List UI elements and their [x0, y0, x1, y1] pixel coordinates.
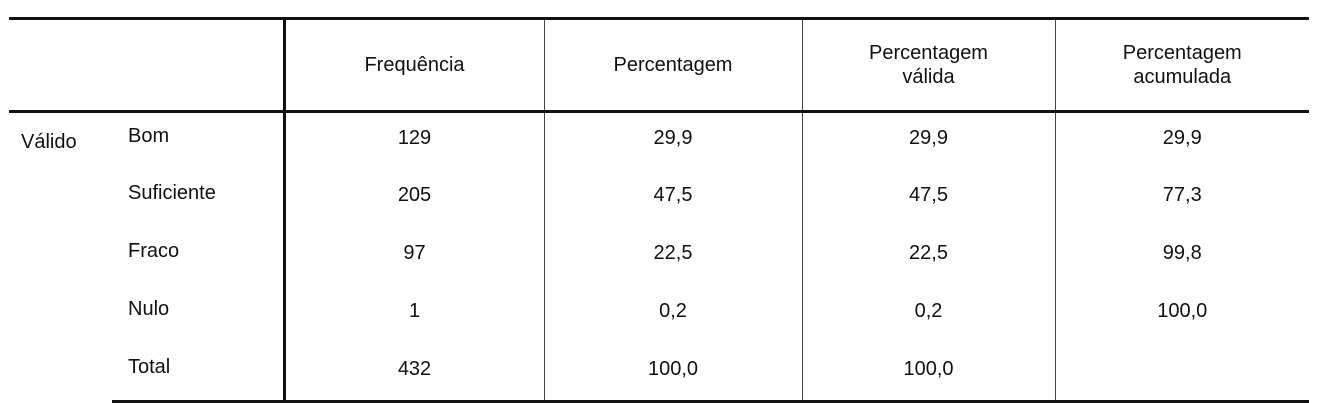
header-percentagem-valida-line1: Percentagem — [869, 42, 988, 64]
cell-percentagem-acumulada: 77,3 — [1055, 170, 1309, 228]
row-category: Nulo — [128, 297, 170, 320]
row-category: Fraco — [128, 239, 180, 262]
cell-frequencia: 97 — [284, 228, 544, 286]
row-category: Total — [112, 344, 284, 402]
cell-percentagem-acumulada: 99,8 — [1055, 228, 1309, 286]
row-category: Suficiente — [128, 181, 216, 204]
header-frequencia: Frequência — [284, 19, 544, 112]
header-percentagem-acumulada-line2: acumulada — [1133, 66, 1232, 88]
table-row-total — [9, 344, 1309, 402]
table-row — [9, 170, 1309, 228]
cell-percentagem-valida: 29,9 — [802, 112, 1055, 170]
header-percentagem-valida-line2: válida — [902, 66, 955, 88]
header-percentagem: Percentagem — [544, 19, 802, 112]
header-row — [9, 19, 1309, 112]
cell-percentagem: 29,9 — [544, 112, 802, 170]
cell-frequencia: 129 — [284, 112, 544, 170]
cell-percentagem: 47,5 — [544, 170, 802, 228]
cell-frequencia: 432 — [284, 344, 544, 402]
group-label-valido: Válido — [21, 131, 77, 153]
cell-frequencia: 1 — [284, 286, 544, 344]
header-empty-category — [112, 19, 284, 112]
table-row — [9, 112, 1309, 170]
cell-percentagem: 0,2 — [544, 286, 802, 344]
header-percentagem-acumulada-line1: Percentagem — [1122, 42, 1242, 64]
frequency-table — [9, 17, 1309, 403]
cell-percentagem-valida: 47,5 — [802, 170, 1055, 228]
cell-percentagem-acumulada — [1055, 344, 1309, 402]
cell-percentagem-acumulada: 100,0 — [1055, 286, 1309, 344]
row-category: Bom — [128, 125, 170, 147]
cell-percentagem: 100,0 — [544, 344, 802, 402]
cell-percentagem-acumulada: 29,9 — [1055, 112, 1309, 170]
cell-percentagem-valida: 0,2 — [802, 286, 1055, 344]
table-row — [9, 228, 1309, 286]
header-empty-group — [9, 19, 112, 112]
cell-percentagem-valida: 22,5 — [802, 228, 1055, 286]
table-row — [9, 286, 1309, 344]
cell-frequencia: 205 — [284, 170, 544, 228]
cell-percentagem-valida: 100,0 — [802, 344, 1055, 402]
header-percentagem-acumulada — [1055, 19, 1309, 112]
cell-percentagem: 22,5 — [544, 228, 802, 286]
header-percentagem-valida — [802, 19, 1055, 112]
